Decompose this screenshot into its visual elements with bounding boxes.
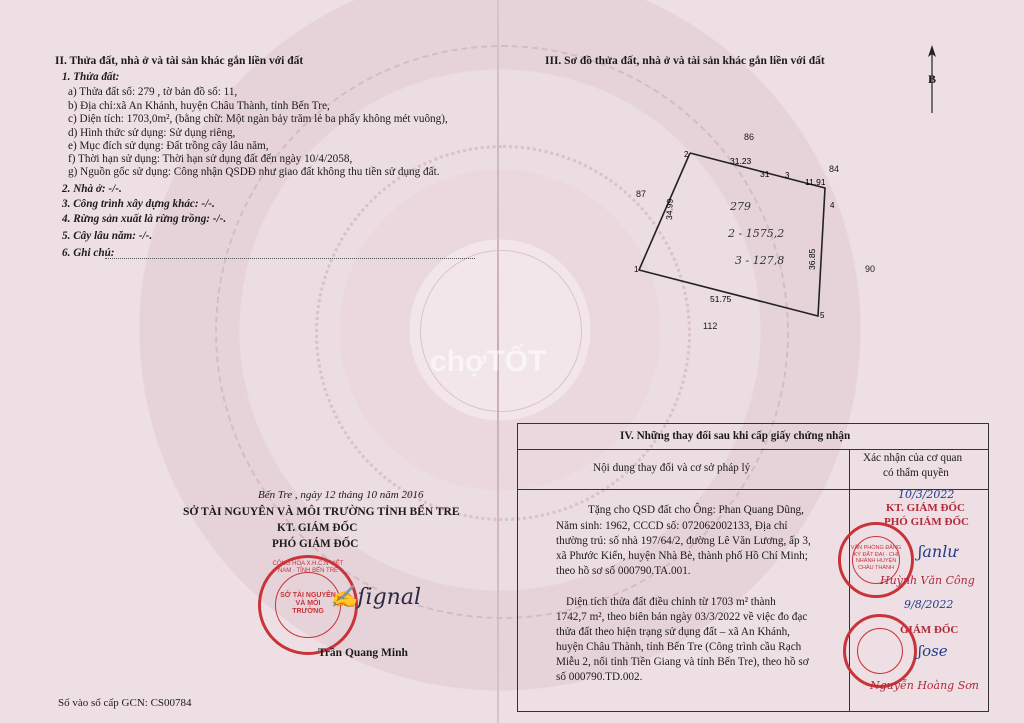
vertex-label: 2 bbox=[684, 150, 689, 159]
changes-table bbox=[517, 423, 989, 712]
signer-name: Trần Quang Minh bbox=[318, 647, 408, 659]
confirm1-title: KT. GIÁM ĐỐC bbox=[886, 502, 965, 514]
entry1-line: thường trú: số nhà 197/64/2, đường Lê Văn Lương, ấp 3, bbox=[556, 535, 811, 547]
notes-line bbox=[105, 258, 475, 260]
signature-right-1: ʃanlư bbox=[918, 542, 958, 561]
north-label: B bbox=[928, 72, 937, 86]
use-form: d) Hình thức sử dụng: Sử dụng riêng, bbox=[68, 127, 236, 139]
entry2-line: số 000790.TD.002. bbox=[556, 671, 643, 683]
edge-label: 11.91 bbox=[805, 177, 826, 187]
edge-label: 51.75 bbox=[710, 294, 732, 304]
entry2-line: huyện Châu Thành, tỉnh Bến Tre (Công trình cầu Rạch bbox=[556, 641, 802, 653]
neighbor-87: 87 bbox=[636, 189, 647, 199]
edge-label: 31.23 bbox=[730, 156, 752, 166]
entry1-line: Năm sinh: 1962, CCCD số: 072062002133, Địa chỉ bbox=[556, 520, 788, 532]
table-title: IV. Những thay đổi sau khi cấp giấy chứng nhận bbox=[620, 430, 851, 442]
parcel-number: a) Thửa đất số: 279 , tờ bản đồ số: 11, bbox=[68, 86, 238, 98]
signature-left: ✍ſignal bbox=[330, 585, 421, 610]
col-header-confirm-1: Xác nhận của cơ quan bbox=[863, 452, 963, 464]
seal-left-ring-text: CỘNG HÒA X.H.C.N VIỆT NAM · TỈNH BẾN TRE bbox=[272, 561, 344, 574]
official-seal-right-2 bbox=[843, 614, 917, 688]
hand-note: 2 - 1575,2 bbox=[728, 227, 785, 240]
neighbor-112: 112 bbox=[703, 321, 718, 331]
issue-date: Bến Tre , ngày 12 tháng 10 năm 2016 bbox=[258, 489, 424, 501]
issuing-org: SỞ TÀI NGUYÊN VÀ MÔI TRƯỜNG TỈNH BẾN TRE bbox=[183, 506, 460, 518]
parcel-address: b) Địa chỉ:xã An Khánh, huyện Châu Thành, tỉnh Bến Tre, bbox=[68, 100, 330, 112]
parcel-area: c) Diện tích: 1703,0m², (bằng chữ: Một ngàn bảy trăm lẻ ba phẩy không mét vuông), bbox=[68, 113, 448, 125]
use-term: f) Thời hạn sử dụng: Thời hạn sử dụng đất đến ngày 10/4/2058, bbox=[68, 153, 353, 165]
entry1-line: Tặng cho QSD đất cho Ông: Phan Quang Dũng, bbox=[588, 504, 804, 516]
item1-title: 1. Thửa đất: bbox=[62, 71, 120, 83]
kt-director: KT. GIÁM ĐỐC bbox=[277, 522, 358, 534]
confirm1-name: Huỳnh Văn Công bbox=[880, 574, 975, 587]
registry-number: Số vào sổ cấp GCN: CS00784 bbox=[58, 697, 192, 709]
item4-forest: 4. Rừng sản xuất là rừng trồng: -/-. bbox=[62, 213, 227, 225]
use-purpose: e) Mục đích sử dụng: Đất trồng cây lâu năm, bbox=[68, 140, 269, 152]
entry2-line: 1742,7 m², theo biên bản ngày 03/3/2022 về việc đo đạc bbox=[556, 611, 808, 623]
entry1-line: xã Phước Kiển, huyện Nhà Bè, thành phố Hồ Chí Minh; bbox=[556, 550, 808, 562]
entry2-line: Diện tích thửa đất điều chỉnh từ 1703 m² thành bbox=[566, 596, 776, 608]
confirm2-title: GIÁM ĐỐC bbox=[900, 624, 959, 636]
hand-note: 3 - 127,8 bbox=[735, 254, 785, 267]
signature-right-2: ʃose bbox=[918, 642, 948, 660]
col-header-content: Nội dung thay đổi và cơ sở pháp lý bbox=[593, 462, 751, 474]
hand-note: 279 bbox=[730, 200, 751, 213]
section-title-iii: III. Sơ đồ thửa đất, nhà ở và tài sản khác gắn liền với đất bbox=[545, 55, 825, 67]
confirm2-name: Nguyễn Hoàng Sơn bbox=[870, 679, 979, 692]
vertex-label: 1 bbox=[634, 265, 639, 274]
neighbor-84: 84 bbox=[829, 164, 840, 174]
vertex-label: 3 bbox=[785, 171, 790, 180]
edge-label: 34.99 bbox=[664, 198, 675, 221]
neighbor-90: 90 bbox=[865, 264, 876, 274]
neighbor-86: 86 bbox=[744, 132, 755, 142]
vertex-label: 4 bbox=[830, 201, 835, 210]
item2-house: 2. Nhà ở: -/-. bbox=[62, 183, 122, 195]
edge-label: 31 bbox=[760, 169, 770, 179]
seal-left-center-text: SỞ TÀI NGUYÊN VÀ MÔI TRƯỜNG bbox=[280, 592, 336, 615]
confirm1-date: 10/3/2022 bbox=[898, 488, 955, 501]
parcel-diagram bbox=[630, 130, 870, 340]
item5-trees: 5. Cây lâu năm: -/-. bbox=[62, 230, 153, 242]
use-origin: g) Nguồn gốc sử dụng: Công nhận QSDĐ như giao đất không thu tiền sử dụng đất. bbox=[68, 166, 440, 178]
entry2-line: Miễu 2, nối tỉnh Tiền Giang và tỉnh Bến Tre), theo hồ sơ bbox=[556, 656, 809, 668]
vertex-label: 5 bbox=[820, 311, 825, 320]
item6-notes: 6. Ghi chú: bbox=[62, 247, 115, 259]
watermark-logo: chợTỐT bbox=[430, 345, 547, 378]
confirm1-subtitle: PHÓ GIÁM ĐỐC bbox=[884, 516, 969, 528]
deputy-director: PHÓ GIÁM ĐỐC bbox=[272, 538, 359, 550]
entry1-line: theo hồ sơ số 000790.TA.001. bbox=[556, 565, 691, 577]
edge-label: 36.85 bbox=[807, 248, 817, 270]
col-header-confirm-2: có thẩm quyền bbox=[883, 467, 949, 479]
confirm2-date: 9/8/2022 bbox=[904, 598, 954, 611]
background-pattern-center bbox=[420, 250, 582, 412]
section-title-ii: II. Thửa đất, nhà ở và tài sản khác gắn liền với đất bbox=[55, 55, 304, 67]
entry2-line: thửa đất theo hiện trạng sử dụng đất – xã An Khánh, bbox=[556, 626, 790, 638]
item3-construction: 3. Công trình xây dựng khác: -/-. bbox=[62, 198, 215, 210]
seal-right-1-text: VĂN PHÒNG ĐĂNG KÝ ĐẤT ĐAI · CHI NHÁNH HUYỆN CHÂU THÀNH bbox=[850, 545, 902, 571]
